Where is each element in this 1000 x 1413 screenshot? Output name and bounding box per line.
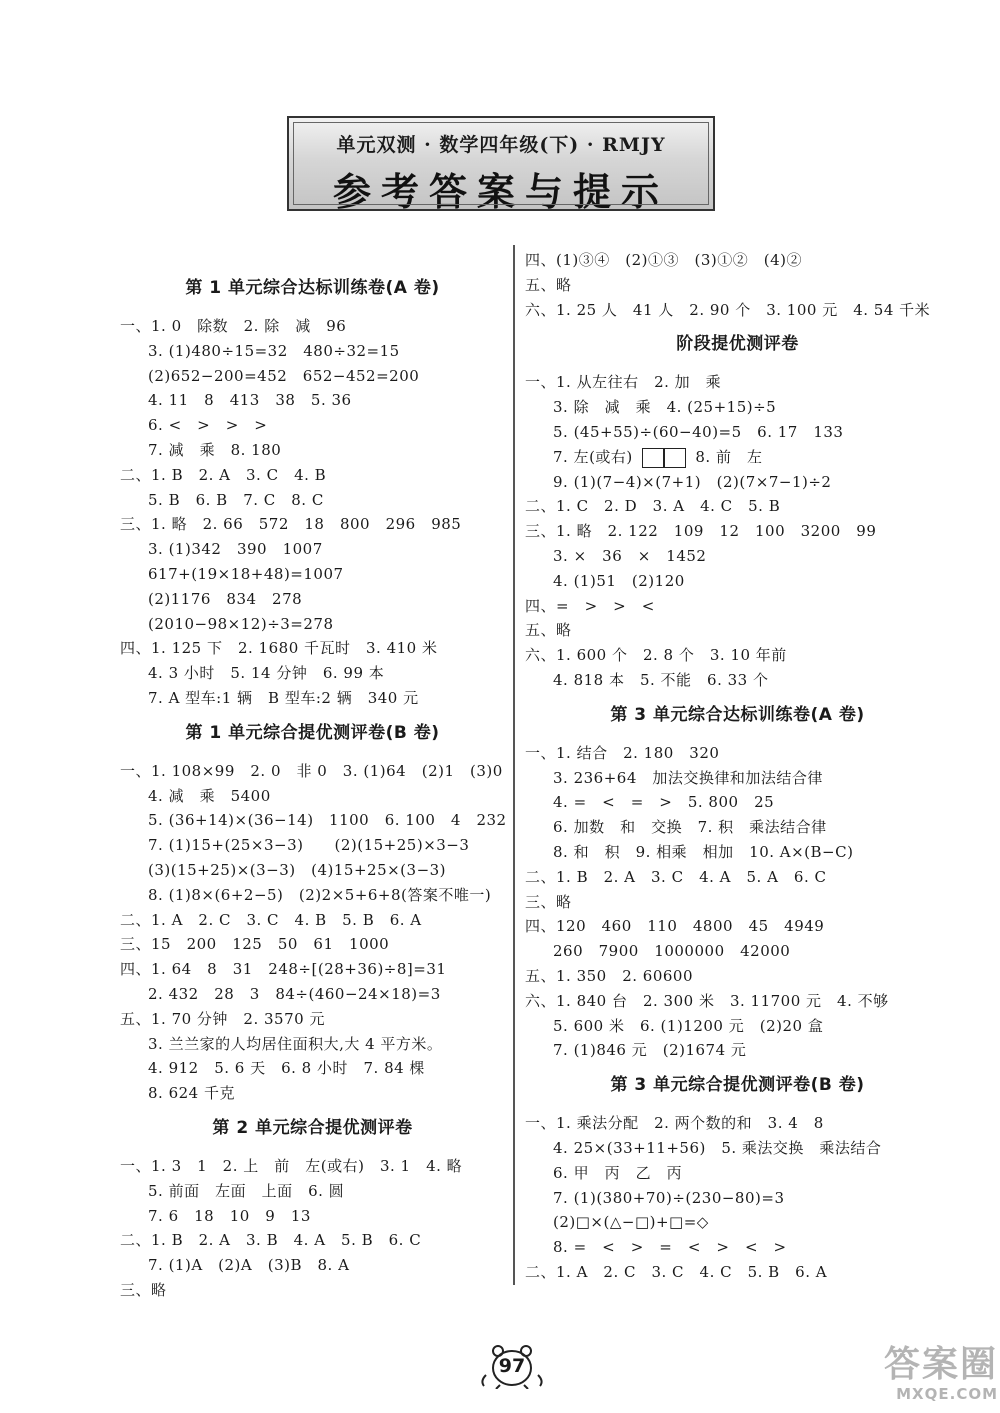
book-subtitle: 单元双测 · 数学四年级(下) · RMJY [336,134,666,156]
answer-line: 9. (1)(7−4)×(7+1) (2)(7×7−1)÷2 [553,472,832,491]
page-title: 参考答案与提示 [332,169,669,214]
answer-line: 6. < > > > [148,416,268,435]
answer-line: 四、1. 125 下 2. 1680 千瓦时 3. 410 米 [120,639,438,658]
answer-line: 4. 减 乘 5400 [148,786,271,805]
answer-line: 6. 甲 丙 乙 丙 [553,1163,683,1182]
section-heading: 第 2 单元综合提优测评卷 [212,1117,413,1138]
answer-line: 5. B 6. B 7. C 8. C [148,490,324,509]
answer-line: 一、1. 108×99 2. 0 非 0 3. (1)64 (2)1 (3)0 [120,761,503,780]
watermark-text: 答案圈 [883,1344,998,1385]
answer-line: 六、1. 840 台 2. 300 米 3. 11700 元 4. 不够 [525,991,889,1010]
answer-line: 260 7900 1000000 42000 [553,942,791,961]
left-column [120,248,505,1303]
answer-line: 3. 236+64 加法交换律和加法结合律 [553,768,823,787]
answer-line: 4. 912 5. 6 天 6. 8 小时 7. 84 棵 [148,1059,425,1078]
answer-line: (2010−98×12)÷3=278 [148,614,334,633]
answer-line: 二、1. A 2. C 3. C 4. B 5. B 6. A [120,910,422,929]
answer-line: 四、= > > < [525,596,655,615]
answer-line: 五、略 [525,621,572,640]
answer-line: 三、1. 略 2. 122 109 12 100 3200 99 [525,522,877,541]
column-divider [513,245,515,1285]
answer-line: 7. A 型车:1 辆 B 型车:2 辆 340 元 [148,688,419,707]
answer-line: 3. × 36 × 1452 [553,546,707,565]
answer-line: 二、1. A 2. C 3. C 4. C 5. B 6. A [525,1262,828,1281]
answer-line: 一、1. 乘法分配 2. 两个数的和 3. 4 8 [525,1114,824,1133]
answer-line: 2. 432 28 3 84÷(460−24×18)=3 [148,984,441,1003]
answer-line: 4. 25×(33+11+56) 5. 乘法交换 乘法结合 [553,1138,882,1157]
answer-line: 4. 818 本 5. 不能 6. 33 个 [553,670,769,689]
watermark-url: MXQE.COM [896,1385,998,1403]
answer-line: 六、1. 25 人 41 人 2. 90 个 3. 100 元 4. 54 千米 [525,300,931,319]
answer-line: 三、1. 略 2. 66 572 18 800 296 985 [120,515,462,534]
section-heading: 阶段提优测评卷 [676,334,799,355]
answer-line: 二、1. C 2. D 3. A 4. C 5. B [525,497,781,516]
answer-line: 7. 6 18 10 9 13 [148,1206,311,1225]
answer-line: 3. 除 减 乘 4. (25+15)÷5 [553,398,777,417]
answer-line: 7. (1)846 元 (2)1674 元 [553,1041,747,1060]
answer-line: 4. (1)51 (2)120 [553,571,685,590]
answer-line: 四、120 460 110 4800 45 4949 [525,917,825,936]
answer-line: 二、1. B 2. A 3. B 4. A 5. B 6. C [120,1231,422,1250]
answer-line: 一、1. 0 除数 2. 除 减 96 [120,317,347,335]
section-heading: 第 1 单元综合提优测评卷(B 卷) [185,722,440,743]
answer-line: 六、1. 600 个 2. 8 个 3. 10 年前 [525,646,787,665]
answer-text: 7. 左(或右) [553,447,633,466]
answer-line: 五、1. 70 分钟 2. 3570 元 [120,1009,325,1028]
answer-line: 四、1. 64 8 31 248÷[(28+36)÷8]=31 [120,960,447,979]
watermark-logo [838,1345,998,1407]
title-banner [287,116,715,214]
answer-line: 二、1. B 2. A 3. C 4. A 5. A 6. C [525,867,827,886]
answer-line: 三、15 200 125 50 61 1000 [120,935,390,954]
answer-line: 6. 加数 和 交换 7. 积 乘法结合律 [553,818,827,837]
answer-line: 一、1. 3 1 2. 上 前 左(或右) 3. 1 4. 略 [120,1156,463,1175]
answer-line: 4. 3 小时 5. 14 分钟 6. 99 本 [148,664,385,683]
section-heading: 第 3 单元综合提优测评卷(B 卷) [610,1075,865,1096]
answer-text: 8. 前 左 [695,447,763,466]
answer-line: 8. = < > = < > < > [553,1238,787,1257]
answer-line: 一、1. 结合 2. 180 320 [525,743,720,762]
answer-line: 三、略 [120,1280,167,1299]
answer-line: 8. (1)8×(6+2−5) (2)2×5+6+8(答案不唯一) [148,885,492,904]
answer-line: 5. 前面 左面 上面 6. 圆 [148,1181,345,1200]
two-squares-figure [642,448,686,468]
answer-line: (3)(15+25)×(3−3) (4)15+25×(3−3) [148,860,447,879]
answer-line [525,445,950,470]
answer-line: 7. (1)A (2)A (3)B 8. A [148,1256,350,1275]
answer-line: 4. 11 8 413 38 5. 36 [148,391,352,410]
answer-line: (2)1176 834 278 [148,589,303,608]
answer-line: 3. (1)480÷15=32 480÷32=15 [148,341,400,360]
answer-line: 7. (1)(380+70)÷(230−80)=3 [553,1188,785,1207]
answer-line: 8. 624 千克 [148,1084,235,1103]
answer-line: 四、(1)③④ (2)①③ (3)①② (4)② [525,251,802,269]
answer-line: (2)652−200=452 652−452=200 [148,366,420,385]
answer-line: 5. (36+14)×(36−14) 1100 6. 100 4 232 [148,811,507,830]
page-number: 97 [498,1355,526,1377]
answer-line: 3. 兰兰家的人均居住面积大,大 4 平方米。 [148,1034,443,1053]
right-column [525,248,950,1285]
section-heading: 第 3 单元综合达标训练卷(A 卷) [610,704,865,725]
answer-line: 617+(19×18+48)=1007 [148,564,344,583]
answer-line: 一、1. 从左往右 2. 加 乘 [525,373,722,392]
section-heading: 第 1 单元综合达标训练卷(A 卷) [185,278,440,298]
answer-line: 五、略 [525,275,572,294]
answer-line: 7. 减 乘 8. 180 [148,440,282,459]
page-number-badge [478,1345,546,1389]
answer-line: 二、1. B 2. A 3. C 4. B [120,465,327,484]
answer-line: 7. (1)15+(25×3−3) (2)(15+25)×3−3 [148,836,470,855]
answer-line: (2)□×(△−□)+□=◇ [553,1213,709,1232]
answer-line: 3. (1)342 390 1007 [148,540,323,559]
answer-line: 三、略 [525,892,572,911]
answer-line: 8. 和 积 9. 相乘 相加 10. A×(B−C) [553,842,854,861]
answer-line: 5. 600 米 6. (1)1200 元 (2)20 盒 [553,1016,824,1035]
answer-line: 5. (45+55)÷(60−40)=5 6. 17 133 [553,422,844,441]
answer-line: 五、1. 350 2. 60600 [525,966,694,985]
answer-line: 4. = < = > 5. 800 25 [553,793,775,812]
